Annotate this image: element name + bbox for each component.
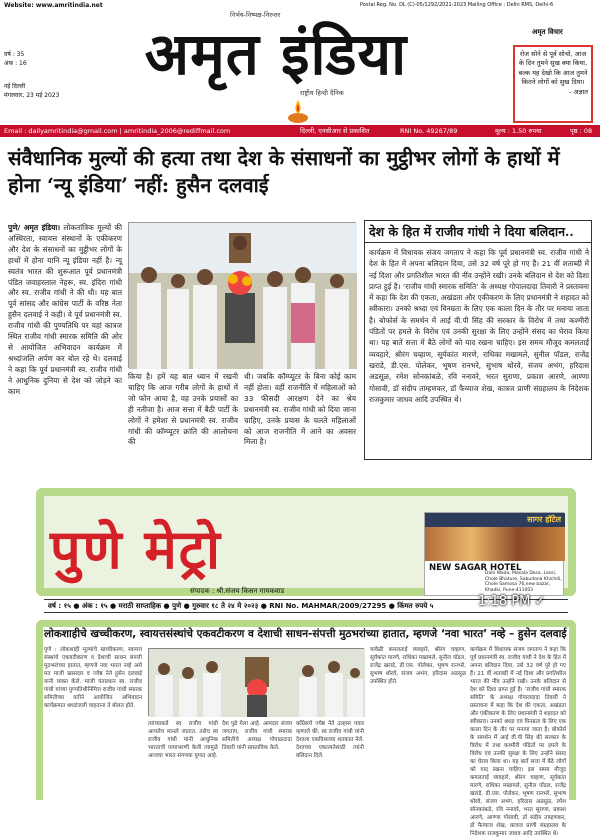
date: मंगलवार, 23 मई 2023 [4, 92, 60, 99]
editor: संपादक : श्री.संजय किसन गायकवाड [190, 587, 285, 595]
email: Email : dailyamritindia@gmail.com | amritindia_2006@rediffmail.com [4, 127, 231, 135]
ank: अंक : 16 [4, 60, 27, 67]
page-number: पृष्ठ : 08 [570, 127, 593, 135]
tagline: निर्भय-निष्पक्ष-निरन्तर [230, 11, 281, 19]
ad-hotel-name: NEW SAGAR HOTEL [429, 563, 522, 573]
ceremony-photo-icon [129, 223, 357, 369]
masthead-subtitle: राष्ट्रीय हिन्दी दैनिक [300, 89, 344, 97]
masthead-title: अमृत इंडिया [144, 20, 408, 88]
ad-food-photo [425, 527, 565, 561]
article-col-1 [8, 223, 122, 465]
postal-reg: Postal Reg. No. DL (C)-05/1292/2021-2023 Mailing Office : Delhi RMS, Delhi-6 [360, 2, 554, 8]
p2-col-2: त्यांच्याकडे स्व राजीव गांधी आपलेच मानले जातात. तसेच स्व राजीव गांधी यांनी आधुनिक भारताची पायाभरणी केली त्यामुळे आजचा भारत संगणक युगात आहे. [148, 721, 218, 759]
p2-col-4: काँग्रेसचे ज्येष्ठ नेते उल्हास पवार म्हणाले की, स्व राजीव गांधी यांनी देशाला एकविसाव्या शतकात नेले. देशाच्या एकात्मतेसाठी त्यांनी बलिदान दिले. [296, 721, 364, 759]
quote-attr: - अज्ञात [569, 87, 588, 96]
article-photo [128, 222, 356, 368]
ad-details: Dahi Wada, Masala Dosa, Lassi, Chole Bhature, Sabudana Khichdi, Chole Samosa 76,new bazar, Khadki, Pune-411003 [485, 571, 562, 593]
quote-text: रोज सोने से पूर्व सोचो, आज के दिन तुमने सुख क्या किया, बल्क यह देखो कि आज तुमने कितने लोगों को सुख दिया। [518, 50, 588, 87]
website: Website: www.amritindia.net [4, 2, 103, 9]
p2-col-1: पुणे : लोकशाही मूल्यांचे खच्चीकरण, स्वायत्त संस्थांचे एकवटीकरण व देशाची साधन संपत्ती मुठभरांच्या हातात, म्हणजे नवा भारत नव्हे असे मत माजी खासदार व ज्येष्ठ नेते हुसेन दलवाई यांनी व्यक्त केले. माजी पंतप्रधान स्व. राजीव गांधी यांच्या पुण्यतिथीनिमित्त राजीव गांधी स्मारक समितीच्या वतीने आयोजित अभिवादन कार्यक्रमात श्रध्दांजली वाहताना ते बोलत होते. [44, 647, 142, 709]
main-headline: संवैधानिक मुल्यों की हत्या तथा देश के संसाधनों का मुट्ठीभर लोगों के हाथों में होना ‘न्यू इंडिया’ नहीं: हुसैन दलवाई [8, 146, 560, 197]
headline2: लोकशाहीचे खच्चीकरण, स्वायत्तसंस्थांचे एकवटीकरण व देशाची साधन-संपत्ती मुठभरांच्या हातात, म्हणजे ‘नवा भारत’ नव्हे – हुसेन दलवाई [44, 628, 567, 640]
varsh: वर्ष : 35 [4, 51, 25, 58]
info-bar [0, 125, 600, 137]
quote-box [513, 45, 593, 123]
p2-col-3: देश पुढे गेला आहे. आमदार संजय जगताप, राजीव गांधी स्मारक समितीचे अध्यक्ष गोपाळदादा तिवारी यांनी प्रास्ताविक केले. [222, 721, 292, 751]
p2-col-6: कार्यक्रम में विधायक संजय जगताप ने कहा कि पूर्व प्रधानमंत्री स्व. राजीव गांधी ने देश के हित में अपना बलिदान दिया, उसे 32 वर्ष पूरे हो गए हैं। 21 वीं शताब्दी में नई दिशा और प्रगतिशील भारत की नींव उन्होंने रखी। उनके बलिदान से देश को दिशा प्राप्त हुई है। ‘राजीव गांधी स्मारक समिति’ के अध्यक्ष गोपालदादा तिवारी ने प्रस्तावना में कहा कि देश की एकता, अखंडता और एकीकरण के लिए प्रधानमंत्री ने शहादत को स्वीकारा। उनको श्रध्दा एवं विनम्रता के लिए एक काला दिन के तौर पर मनाया जाता है। बोफोर्स के समर्थन में आई वी.पी सिंह की सरकार के विरोध में तथा कश्मीरी पंडितों पर हमले के विरोध एवं उनकी सुरक्षा के लिए उन्होंने संसद का घेराव किया था। यह बातें सत्ता में बैठे लोगों को याद रखना चाहिए। इस समय मौजूद कमलताई व्यवहारे, श्रीरंग चव्हाण, सूर्यकांत मारणे, राधिका मखामले, सुनील पॉडल, राजेंद्र खराडे, डी.एस. पोलेकर, भूषण रानभरे, सुभाष थोरवे, संजय अभंग, हरिदास अडसूळ, रमेश सोनकांबळे, रवि ननावरे, भरत सुराणा, प्रकाश आरणे, आण्णा गोसावी, डॉ संदीप ताम्हणकर, डॉ फैय्याज शेख, कात्रज प्राणी संग्रहालय के निदेशक राजकुमार जाधव आदि उपस्थित थे। [470, 647, 566, 837]
issue-info [4, 50, 64, 100]
price: मूल्य : 1.50 रुपया [495, 127, 542, 135]
p2-article-photo [148, 648, 364, 716]
issue-bar: वर्ष : १५ ● अंक : १५ ● मराठी साप्ताहिक ● पुणे ● गुरुवार १८ ते २४ मे २०२३ ● RNI No. MAHMAR/2009/27295 ● किंमत रुपये ५ [44, 599, 568, 613]
edition: दिल्ली, एनसीआर से प्रकाशित [300, 127, 370, 135]
p2-col-5: यावेळी कमलताई व्यवहारे, श्रीरंग चव्हाण, सूर्यकांत मारणे, राधिका मखामले, सुनील पॉडल, राजेंद्र खराडे, डी.एस. पोलेकर, भूषण रानभरे, सुभाष थोरवे, संजय अभंग, हरिदास अडसूळ उपस्थित होते. [370, 647, 466, 685]
side-article [364, 220, 592, 460]
hotel-ad [424, 512, 564, 596]
message-timestamp: 1:18 PM ✓ [478, 594, 546, 609]
side-body: कार्यक्रम में विधायक संजय जगताप ने कहा कि पूर्व प्रधानमंत्री स्व. राजीव गांधी ने देश के हित में अपना बलिदान दिया, उसे 32 वर्ष पूरे हो गए हैं। 21 वीं शताब्दी में नई दिशा और प्रगतिशील भारत की नींव उन्होंने रखी। उनके बलिदान से देश को दिशा प्राप्त हुई है। ‘राजीव गांधी स्मारक समिति’ के अध्यक्ष गोपालदादा तिवारी ने प्रस्तावना में कहा कि देश की एकता, अखंडता और एकीकरण के लिए प्रधानमंत्री ने शहादत को स्वीकारा। उनको श्रध्दा एवं विनम्रता के लिए एक काला दिन के तौर पर मनाया जाता है। बोफोर्स के समर्थन में आई वी.पी सिंह की सरकार के विरोध में तथा कश्मीरी पंडितों पर हमले के विरोध एवं उनकी सुरक्षा के लिए उन्होंने संसद का घेराव किया था। यह बातें सत्ता में बैठे लोगों को याद रखना चाहिए। इस समय मौजूद कमलताई व्यवहारे, श्रीरंग चव्हाण, सूर्यकांत मारणे, राधिका मखामले, सुनील पॉडल, राजेंद्र खराडे, डी.एस. पोलेकर, भूषण रानभरे, सुभाष थोरवे, संजय अभंग, हरिदास अडसूळ, रमेश सोनकांबळे, रवि ननावरे, भरत सुराणा, प्रकाश आरणे, आण्णा गोसावी, डॉ संदीप ताम्हणकर, डॉ फैय्याज शेख, कात्रज प्राणी संग्रहालय के निदेशक राजकुमार जाधव आदि उपस्थित थे। [369, 248, 589, 404]
ceremony-photo-2-icon [149, 649, 365, 717]
col1-text: लोकतांत्रिक मूल्यों की अस्थिरता, स्वायत्त संस्थानों के एकीकरण और देश के संसाधनों का मुट्ठीभर लोगों के हाथों में होना यानि न्यू इंडिया नहीं है। न्यू स्वतंत्र भारत की शुरूआत पूर्व प्रधानमंत्री पंडित जवाहरलाल नेहरू, स्व. इंदिरा गांधी और स्व. राजीव गांधी ने की थी। यह बात पूर्व सांसद और कांग्रेस पार्टी के वरिष्ठ नेता हुसैन दलवाई ने कही। वे पूर्व प्रधानमंत्री स्व. राजीव गांधी की पुण्यतिथि पर यहां कात्रज स्थित राजीव गांधी स्मारक समिति की ओर से आयोजित अभिवादन कार्यक्रम में श्रध्दांजलि अर्पण कर बोल रहे थे। दलवाई ने कहा कि पूर्व प्रधानमंत्री स्व. राजीव गांधी ने आधुनिक दुनिया से देश को जोड़ने का काम [8, 223, 122, 396]
masthead2-title: पुणे मेट्रो [50, 518, 223, 581]
article-col-2: किया है। हमें यह बात ध्यान में रखनी चाहिए कि आज गरीब लोगों के हाथों में जो फोन आया है, वह उनके प्रयासों का ही नतीजा है। आज सत्ता में बैठी पार्टी के लोगों ने हमेशा से प्रधानमंत्री स्व. राजीव गांधी की कॉम्प्यूटर क्रांति की आलोचना की [128, 372, 238, 447]
ad-heading: सागर हॉटेल [425, 513, 565, 527]
article-col-3: थी। जबकि कॉम्प्यूटर के बिना कोई काम नहीं होता। वहीं राजनीति में महिलाओं को 33 फीसदी आरक्षण देने का श्रेय प्रधानमंत्री स्व. राजीव गांधी को दिया जाना चाहिए, उनके प्रयास के चलते महिलाओं को आज राजनीति में आने का अवसर मिला है। [244, 372, 356, 447]
side-headline: देश के हित में राजीव गांधी ने दिया बलिदान.. [365, 221, 591, 243]
lamp-emblem-icon [286, 98, 310, 124]
byline: पुणे/ अमृत इंडिया। [8, 223, 61, 232]
right-label: अमृत विचार [532, 28, 563, 36]
rni: RNI No. 49267/89 [400, 127, 458, 135]
city: नई दिल्ली [4, 83, 26, 90]
